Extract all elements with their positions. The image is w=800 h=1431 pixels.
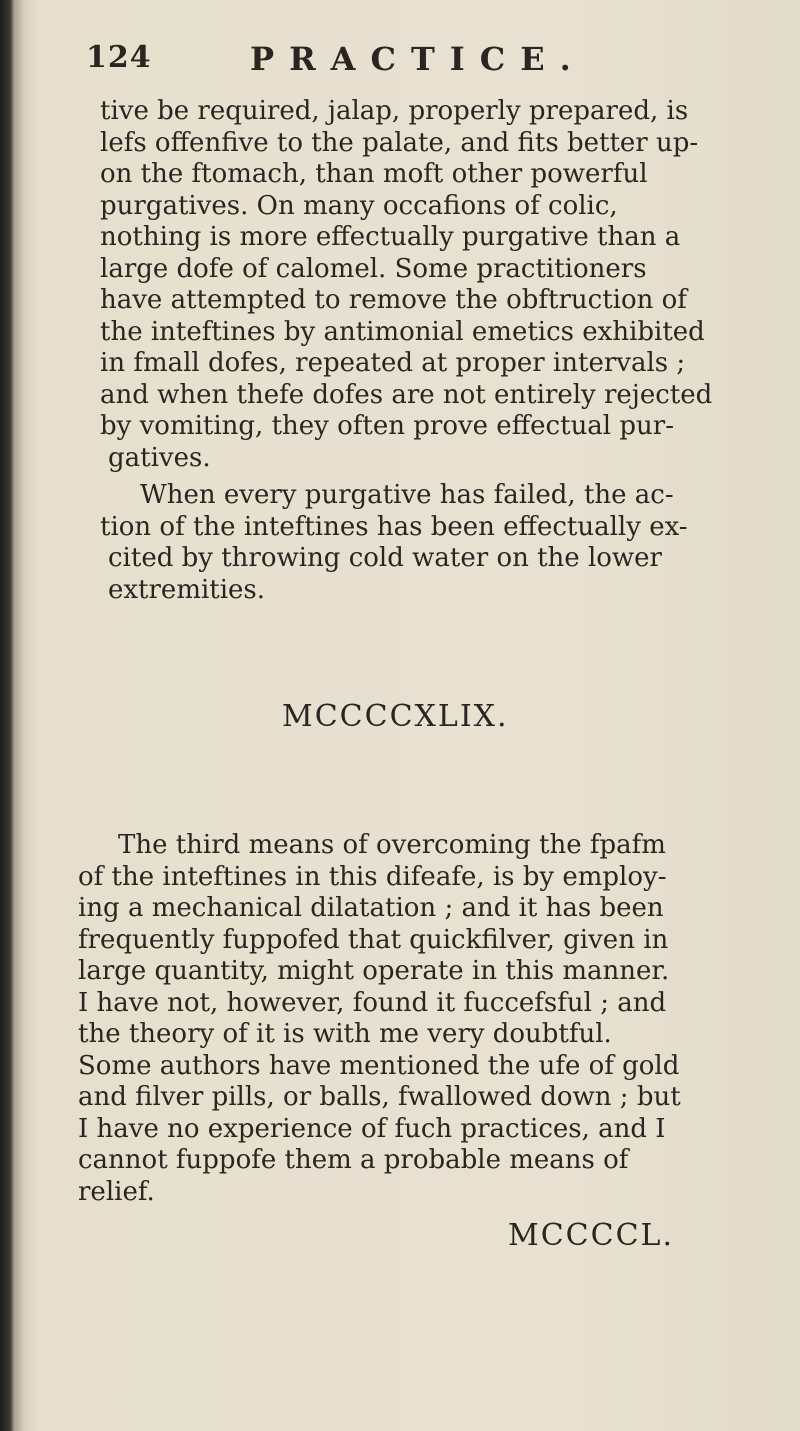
text-line: and when thefe dofes are not entirely rejected xyxy=(100,379,713,410)
page-number: 124 xyxy=(86,40,152,75)
running-head: PRACTICE. xyxy=(250,40,586,78)
text-line: nothing is more effectually purgative than a xyxy=(100,222,681,252)
text-line: tion of the inteftines has been effectually ex- xyxy=(100,511,688,542)
text-line: ing a mechanical dilatation ; and it has been xyxy=(78,893,664,923)
text-line: cited by throwing cold water on the lower xyxy=(108,543,662,573)
text-line: by vomiting, they often prove effectual pur- xyxy=(100,411,674,441)
page-header xyxy=(86,40,726,80)
text-line: extremities. xyxy=(108,574,266,605)
text-line: The third means of overcoming the fpafm xyxy=(118,830,666,860)
text-line: have attempted to remove the obftruction of xyxy=(100,285,687,315)
text-line: cannot fuppofe them a probable means of xyxy=(78,1145,629,1175)
text-line: in fmall dofes, repeated at proper intervals ; xyxy=(100,348,686,378)
section-number: MCCCCXLIX. xyxy=(282,699,509,734)
text-line: large dofe of calomel. Some practitioners xyxy=(100,253,647,284)
text-line: the inteftines by antimonial emetics exhibited xyxy=(100,316,705,347)
text-line: When every purgative has failed, the ac- xyxy=(140,480,674,510)
text-line: on the ftomach, than moft other powerful xyxy=(100,159,648,189)
paragraph-continuation xyxy=(100,96,740,474)
text-line: frequently fuppofed that quickfilver, given in xyxy=(78,924,669,955)
text-line: of the inteftines in this difeafe, is by employ- xyxy=(78,861,667,892)
text-line: Some authors have mentioned the ufe of gold xyxy=(78,1050,680,1081)
text-line: relief. xyxy=(78,1176,155,1207)
paragraph xyxy=(78,830,718,1208)
text-line: I have not, however, found it fuccefsful ; and xyxy=(78,987,667,1018)
text-line: large quantity, might operate in this manner. xyxy=(78,956,670,986)
page-binding-edge xyxy=(0,0,14,1431)
text-line: and filver pills, or balls, fwallowed down ; but xyxy=(78,1082,681,1112)
text-line: tive be required, jalap, properly prepared, is xyxy=(100,96,689,126)
text-line: I have no experience of fuch practices, and I xyxy=(78,1113,666,1144)
paragraph xyxy=(100,480,740,606)
section-number: MCCCCL. xyxy=(508,1218,674,1253)
text-line: lefs offenfive to the palate, and fits better up- xyxy=(100,127,699,158)
text-line: the theory of it is with me very doubtful. xyxy=(78,1019,612,1049)
text-line: gatives. xyxy=(108,442,211,473)
text-line: purgatives. On many occafions of colic, xyxy=(100,190,618,221)
